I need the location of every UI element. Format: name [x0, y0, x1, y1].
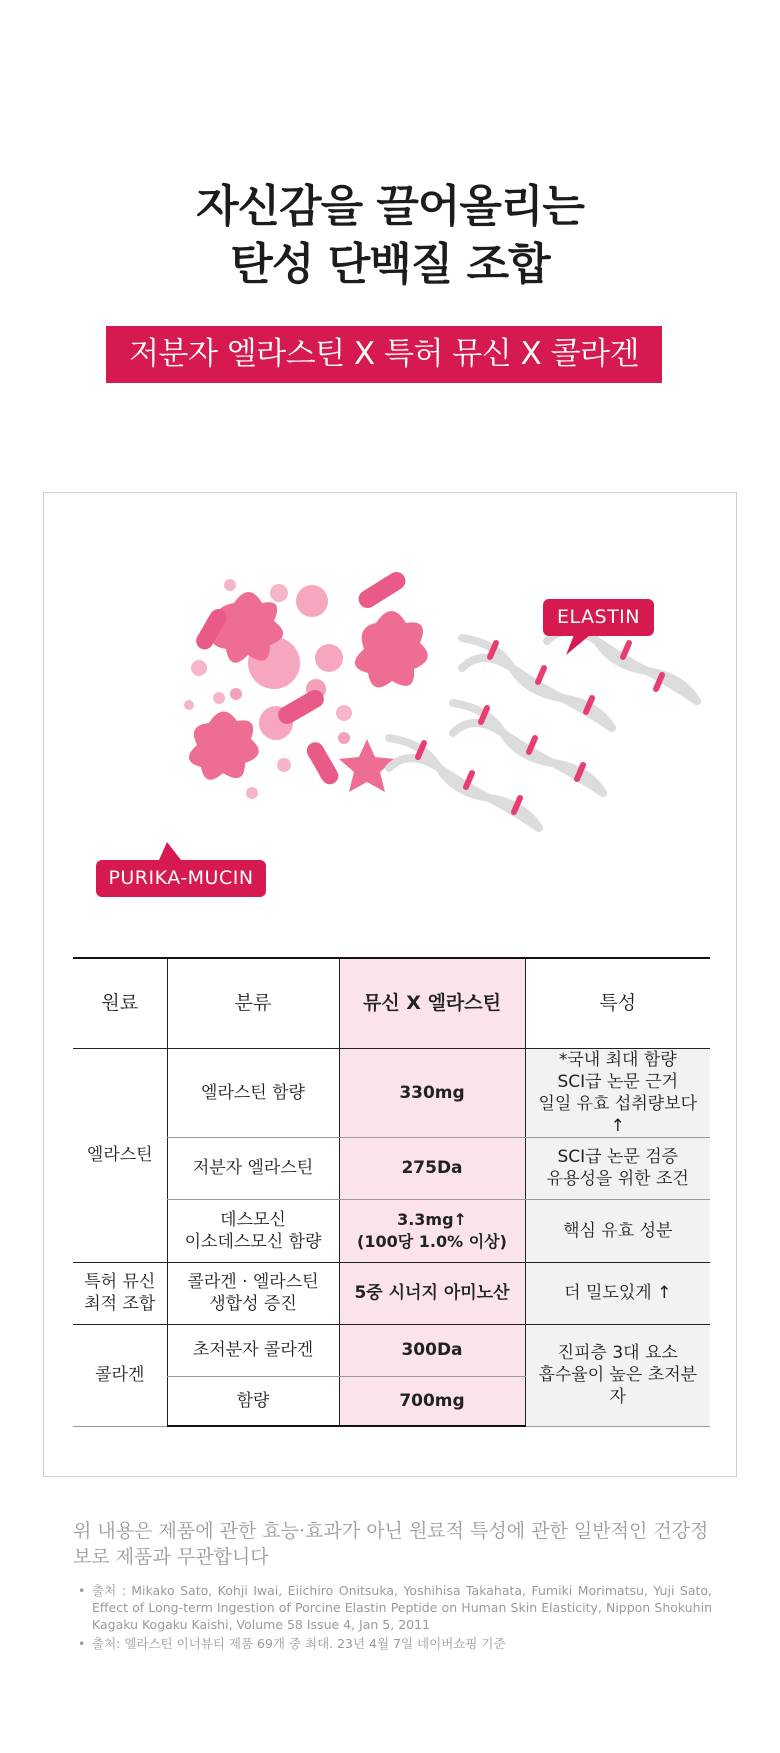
- ingredient-banner: 저분자 엘라스틴 X 특허 뮤신 X 콜라겐: [106, 326, 662, 383]
- row-value: 5중 시너지 아미노산: [339, 1262, 525, 1324]
- row-feature: 더 밀도있게 ↑: [525, 1262, 710, 1324]
- row-category: 함량: [167, 1376, 339, 1426]
- elastin-tag: ELASTIN: [543, 599, 654, 636]
- ingredient-illustration: [44, 493, 738, 913]
- row-value: 300Da: [339, 1324, 525, 1376]
- table-row: [73, 1199, 710, 1262]
- header-feature: 특성: [525, 958, 710, 1048]
- row-category: 데스모신 이소데스모신 함량: [167, 1199, 339, 1262]
- row-category: 저분자 엘라스틴: [167, 1137, 339, 1199]
- table-header-row: [73, 958, 710, 1048]
- headline-line2: 탄성 단백질 조합: [230, 239, 550, 290]
- row-feature: 핵심 유효 성분: [525, 1199, 710, 1262]
- comparison-card: [43, 492, 737, 1477]
- row-value: 700mg: [339, 1376, 525, 1426]
- row-value: 330mg: [339, 1048, 525, 1137]
- header-product: 뮤신 X 엘라스틴: [339, 958, 525, 1048]
- disclaimer-text: 위 내용은 제품에 관한 효능·효과가 아닌 원료적 특성에 관한 일반적인 건강정보로 제품과 무관합니다: [73, 1520, 709, 1568]
- row-value: 3.3mg↑ (100당 1.0% 이상): [339, 1199, 525, 1262]
- row-feature: *국내 최대 함량 SCI급 논문 근거 일일 유효 섭취량보다 ↑: [525, 1048, 710, 1137]
- table-row: [73, 1262, 710, 1324]
- group-mucin: 특허 뮤신 최적 조합: [73, 1262, 167, 1324]
- reference-item: • 출처: 엘라스틴 이너뷰티 제품 69개 중 최대. 23년 4월 7일 네이버쇼핑 기준: [78, 1635, 712, 1652]
- row-value: 275Da: [339, 1137, 525, 1199]
- group-collagen: 콜라겐: [73, 1324, 167, 1426]
- reference-item: • 출처 : Mikako Sato, Kohji Iwai, Eiichiro Onitsuka, Yoshihisa Takahata, Fumiki Morimatsu, Yuji Sato, Effect of Long-term Ingestion of Porcine Elastin Peptide on Human Skin Elasticity, Nippon Shokuhin Kagaku Kogaku Kaishi, Volume 58 Issue 4, Jan 5, 2011: [78, 1582, 712, 1633]
- table-row: [73, 1137, 710, 1199]
- reference-list: [78, 1582, 712, 1654]
- table-row: [73, 1324, 710, 1376]
- header-ingredient: 원료: [73, 958, 167, 1048]
- row-feature: SCI급 논문 검증 유용성을 위한 조건: [525, 1137, 710, 1199]
- row-category: 콜라겐 · 엘라스틴 생합성 증진: [167, 1262, 339, 1324]
- row-feature: 진피층 3대 요소 흡수율이 높은 초저분자: [525, 1324, 710, 1426]
- row-category: 엘라스틴 함량: [167, 1048, 339, 1137]
- row-category: 초저분자 콜라겐: [167, 1324, 339, 1376]
- mucin-tag: PURIKA-MUCIN: [96, 860, 266, 897]
- group-elastin: 엘라스틴: [73, 1048, 167, 1262]
- table-row: [73, 1048, 710, 1137]
- elastin-strands-icon: [389, 611, 697, 828]
- mucin-tag-pointer: [159, 842, 181, 860]
- headline: [0, 178, 780, 294]
- headline-line1: 자신감을 끌어올리는: [196, 181, 584, 232]
- header-category: 분류: [167, 958, 339, 1048]
- comparison-table: [73, 957, 710, 1427]
